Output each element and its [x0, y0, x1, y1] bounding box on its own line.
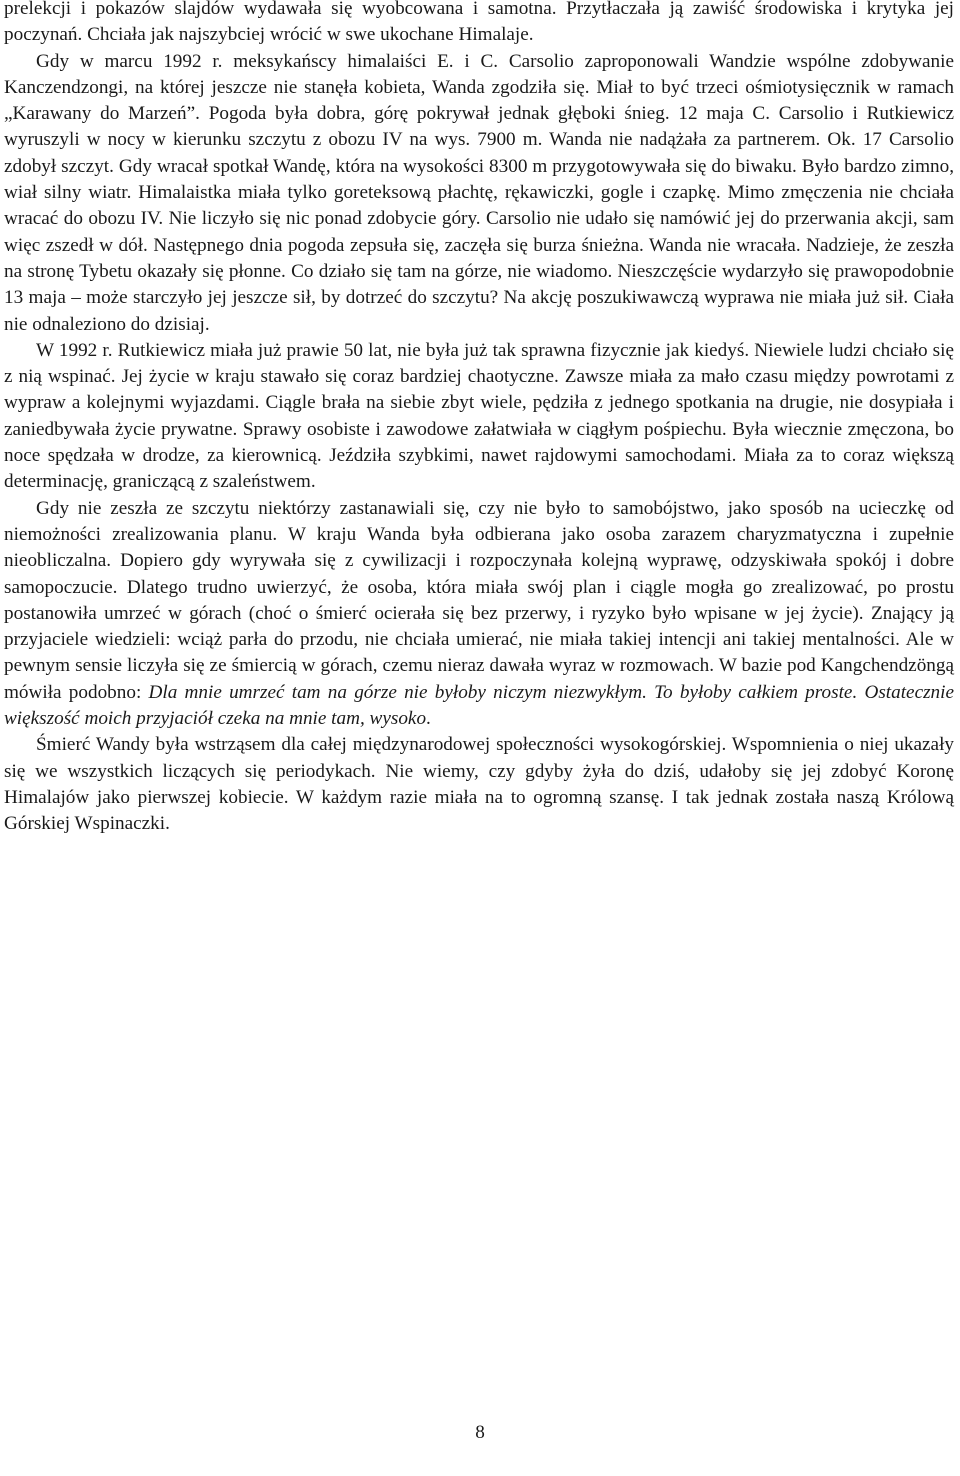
paragraph-4 [4, 496, 954, 733]
paragraph-5-text: Śmierć Wandy była wstrząsem dla całej międzynarodowej społeczności wysokogórskiej. Wspomnienia o niej ukazały się we wszystkich liczących się periodykach. Nie wiemy, czy gdyby żyła do dziś, udałoby się jej zdobyć Koronę Himalajów jako pierwszej kobiecie. W każdym razie miała na to ogromną szansę. I tak jednak została naszą Królową Górskiej Wspinaczki. [4, 734, 954, 835]
paragraph-5 [4, 732, 954, 837]
paragraph-4-end: . [426, 708, 431, 730]
paragraph-1-text: prelekcji i pokazów slajdów wydawała się wyobcowana i samotna. Przytłaczała ją zawiść środowiska i krytyka jej poczynań. Chciała jak najszybciej wrócić w swe ukochane Himalaje. [4, 0, 954, 46]
paragraph-2 [4, 49, 954, 338]
paragraph-1 [4, 0, 954, 49]
paragraph-3-text: W 1992 r. Rutkiewicz miała już prawie 50 lat, nie była już tak sprawna fizycznie jak kiedyś. Niewiele ludzi chciało się z nią wspinać. Jej życie w kraju stawało się coraz bardziej chaotyczne. Zawsze miała za mało czasu między powrotami z wypraw a kolejnymi wyjazdami. Ciągle brała na siebie zbyt wiele, pędziła z jednego spotkania na drugie, nie dosypiała i zaniedbywała życie prywatne. Sprawy osobiste i zawodowe załatwiała w ciągłym pośpiechu. Była wiecznie zmęczona, bo noce spędzała w drodze, za kierownicą. Jeździła szybkimi, nawet rajdowymi samochodami. Miała za to coraz większą determinację, graniczącą z szaleństwem. [4, 339, 954, 493]
paragraph-4-text: Gdy nie zeszła ze szczytu niektórzy zastanawiali się, czy nie było to samobójstwo, jako sposób na ucieczkę od niemożności zrealizowania planu. W kraju Wanda była odbierana jako osoba zarazem charyzmatyczna i zupełnie nieobliczalna. Dopiero gdy wyrywała się z cywilizacji i rozpoczynała kolejną wyprawę, odzyskiwała spokój i dobre samopoczucie. Dlatego trudno uwierzyć, że osoba, która miała swój plan i ciągle mogła go zrealizować, po prostu postanowiła umrzeć w górach (choć o śmierć ocierała się bez przerwy, i ryzyko było wpisane w jej życie). Znający ją przyjaciele wiedzieli: wciąż parła do przodu, nie chciała umierać, nie miała takiej intencji ani takiej mentalności. Ale w pewnym sensie liczyła się ze śmiercią w górach, czemu nieraz dawała wyraz w rozmowach. W bazie pod Kangchendzöngą mówiła podobno: [4, 497, 954, 703]
document-page [4, 0, 954, 838]
paragraph-2-text: Gdy w marcu 1992 r. meksykańscy himalaiści E. i C. Carsolio zaproponowali Wandzie wspólne zdobywanie Kanczendzongi, na której jeszcze nie stanęła kobieta, Wanda zgodziła się. Miał to być trzeci ośmiotysięcznik w ramach „Karawany do Marzeń”. Pogoda była dobra, górę pokrywał jednak głęboki śnieg. 12 maja C. Carsolio i Rutkiewicz wyruszyli w nocy w kierunku szczytu z obozu IV na wys. 7900 m. Wanda nie nadążała za partnerem. Ok. 17 Carsolio zdobył szczyt. Gdy wracał spotkał Wandę, która na wysokości 8300 m przygotowywała się do biwaku. Było bardzo zimno, wiał silny wiatr. Himalaistka miała tylko goreteksową płachtę, rękawiczki, gogle i czapkę. Mimo zmęczenia nie chciała wracać do obozu IV. Nie liczyło się nic ponad zdobycie góry. Carsolio nie udało się namówić jej do przerwania akcji, sam więc zszedł w dół. Następnego dnia pogoda zepsuła się, zaczęła się burza śnieżna. Wanda nie wracała. Nadzieje, że zeszła na stronę Tybetu okazały się płonne. Co działo się tam na górze, nie wiadomo. Nieszczęście wydarzyło się prawopodobnie 13 maja – może starczyło jej jeszcze sił, by dotrzeć do szczytu? Na akcję poszukiwawczą wyprawa nie miała już sił. Ciała nie odnaleziono do dzisiaj. [4, 50, 954, 335]
paragraph-4-quote: Dla mnie umrzeć tam na górze nie byłoby niczym niezwykłym. To byłoby całkiem proste. Ostatecznie większość moich przyjaciół czeka na mnie tam, wysoko [4, 681, 954, 730]
page-number: 8 [475, 1422, 485, 1443]
paragraph-3 [4, 338, 954, 496]
